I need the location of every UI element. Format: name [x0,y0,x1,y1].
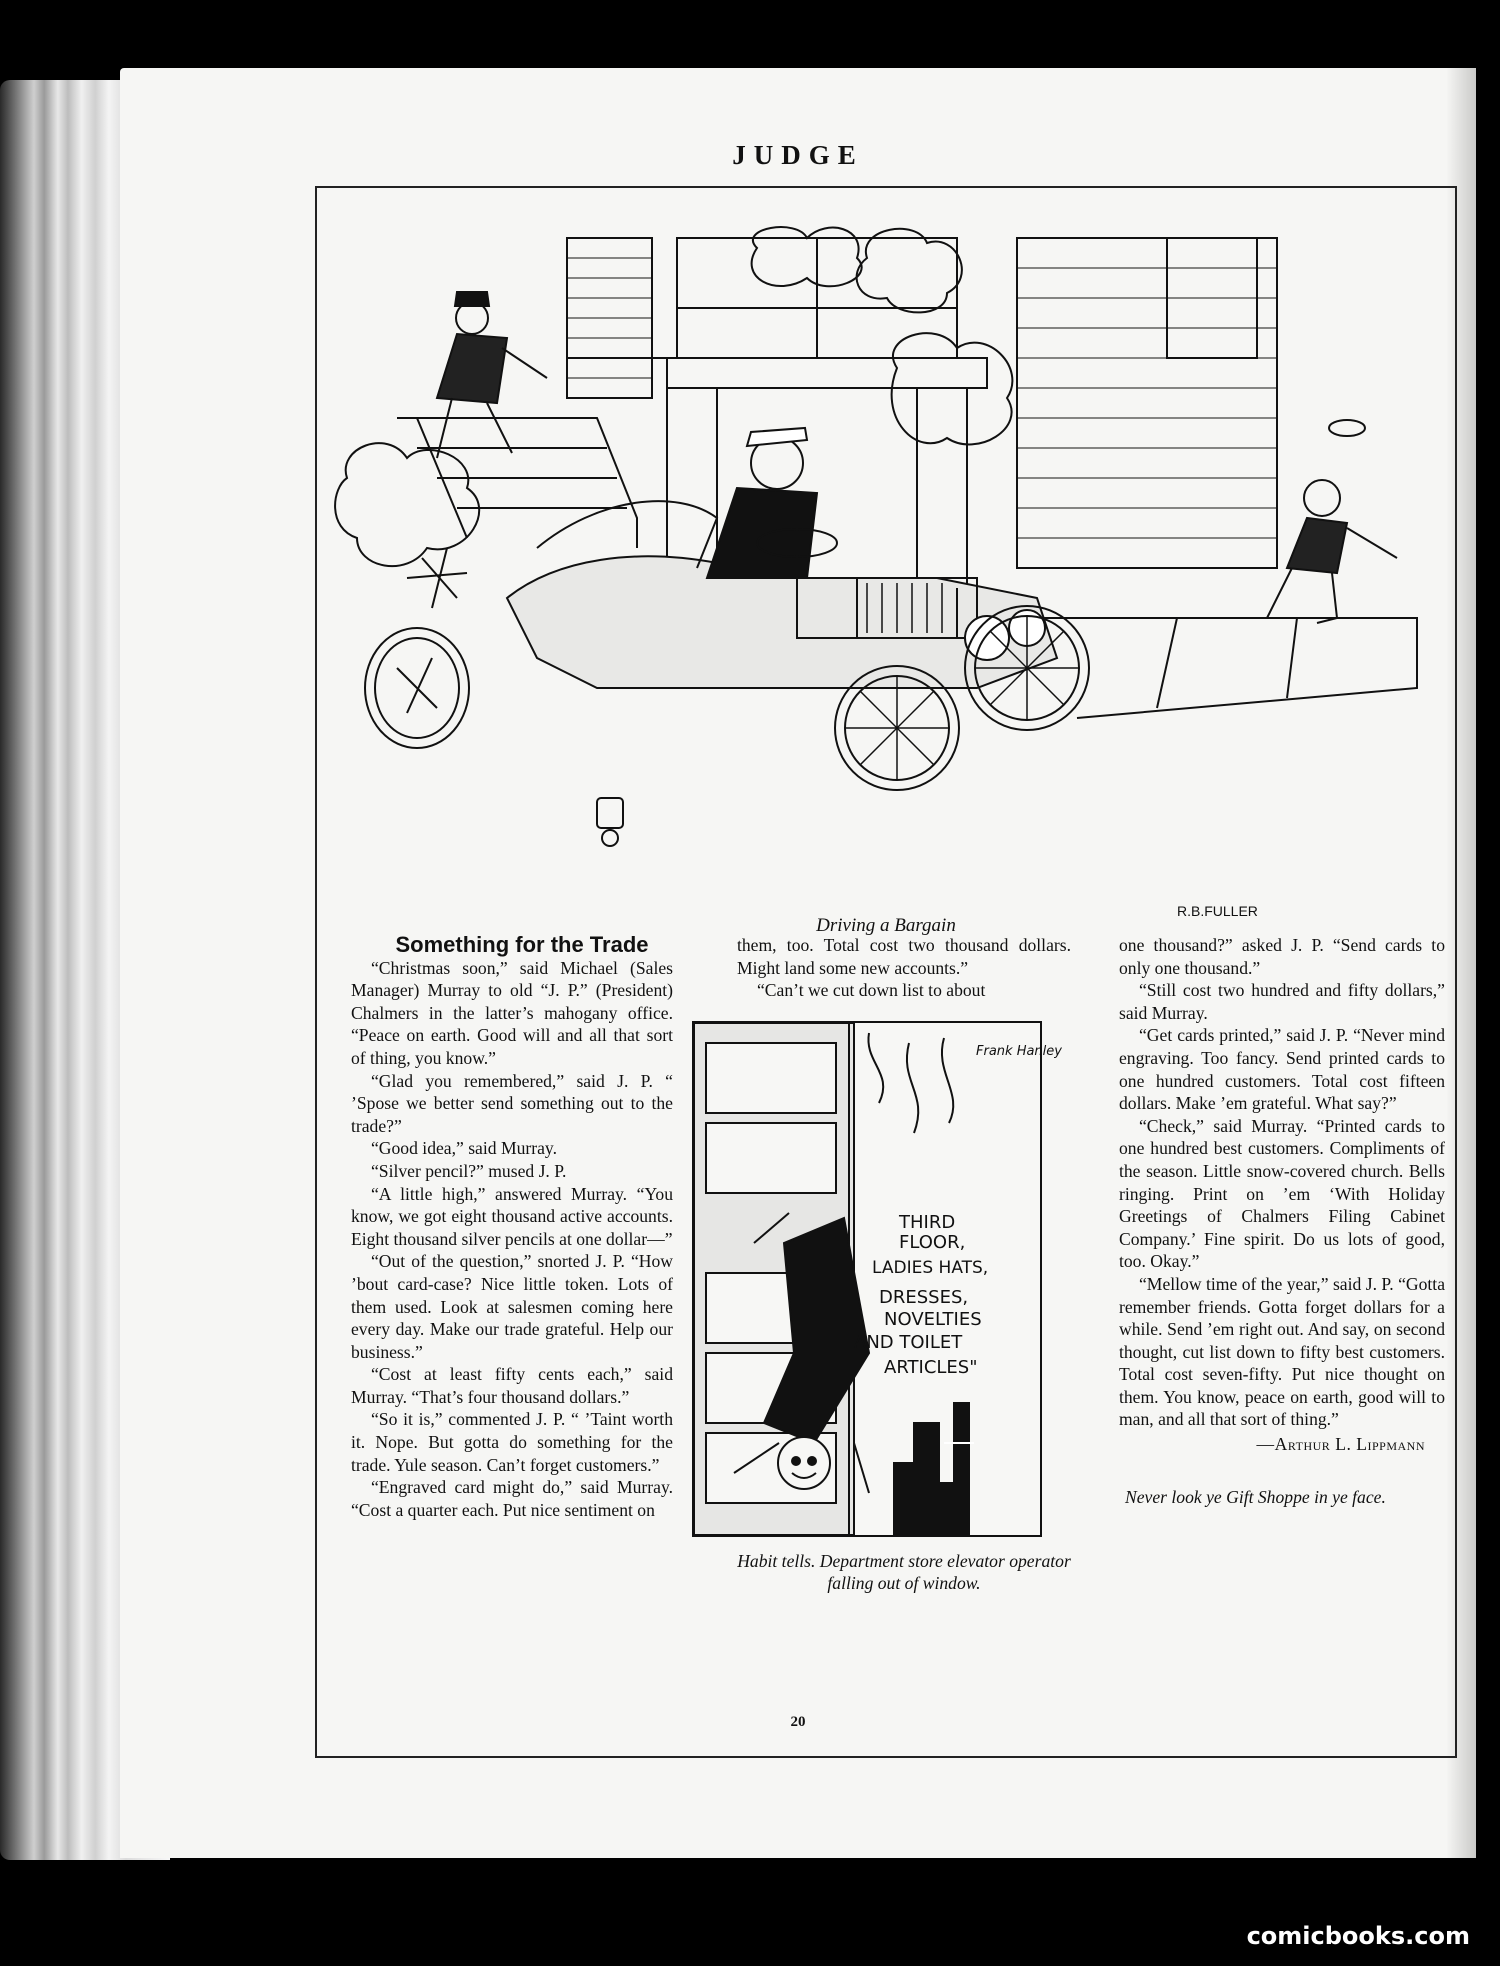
sign-line: NOVELTIES [884,1309,982,1330]
article-paragraph: one thousand?” asked J. P. “Send cards to only one thousand.” [1119,935,1445,978]
article-column-3 [1119,934,1445,1508]
article-paragraph: “Cost at least fifty cents each,” said Murray. “That’s four thousand dollars.” [351,1364,673,1407]
sign-line: DRESSES, [879,1287,969,1308]
sign-line: ARTICLES" [884,1357,978,1378]
source-watermark: comicbooks.com [1246,1922,1470,1950]
article-paragraph: “Engraved card might do,” said Murray. “Cost a quarter each. Put nice sentiment on [351,1477,673,1520]
article-paragraph: “Still cost two hundred and fifty dollars,” said Murray. [1119,980,1445,1023]
inset-cartoon [692,1021,1062,1537]
masthead: JUDGE [732,140,864,170]
article-paragraph: “Silver pencil?” mused J. P. [371,1160,567,1181]
page-frame [315,186,1457,1758]
inset-caption: Habit tells. Department store elevator operator falling out of window. [737,1551,1071,1593]
article-paragraph: “So it is,” commented J. P. “ ’Taint worth it. Nope. But gotta do something for the trade. Yule season. Can’t forget customers.” [351,1409,673,1475]
byline-author: Arthur L. Lippmann [1274,1434,1425,1455]
page-number: 20 [790,1714,806,1730]
article-title: Something for the Trade [395,932,649,957]
article-paragraph: “Get cards printed,” said J. P. “Never mind engraving. Too fancy. Send printed cards to one hundred customers. Total cost fifteen dollars. Make ’em grateful. What say?” [1119,1025,1445,1114]
sign-line: FLOOR, [899,1232,966,1253]
article-paragraph: “A little high,” answered Murray. “You know, we got eight thousand active accounts. Eight thousand silver pencils at one dollar—” [351,1183,673,1249]
cartoon-signature: R.B.FULLER [1177,903,1258,919]
article-paragraph: “Christmas soon,” said Michael (Sales Manager) Murray to old “J. P.” (President) Chalmers in the latter’s mahogany office. “Peace on earth. Good will and all that sort of thing, you know.” [351,957,673,1068]
cartoon-illustration [337,218,1437,908]
filler-quip: Never look ye Gift Shoppe in ye face. [1125,1486,1386,1507]
cartoon-caption: Driving a Bargain [816,915,956,936]
article-paragraph: them, too. Total cost two thousand dollars. Might land some new accounts.” [737,935,1071,978]
article-paragraph: “Out of the question,” snorted J. P. “How ’bout card-case? Nice little token. Lots of them used. Look at salesmen coming here every day. Make our trade grateful. Help our business.” [351,1251,673,1362]
article-column-2 [737,934,1071,1002]
article-paragraph: “Mellow time of the year,” said J. P. “Gotta remember friends. Gotta forget dollars for a while. Send ’em right out. And say, on second thought, cut list down to fifty best customers. Total cost seven-fifty. Put nice thought on them. You know, peace on earth, good will to man, and all that sort of thing.” [1119,1273,1445,1430]
magazine-page [120,68,1476,1858]
inset-artist-signature: Frank Hanley [976,1044,1062,1059]
article-column-1 [351,934,673,1521]
article-paragraph: “Glad you remembered,” said J. P. “ ’Spose we better send something out to the trade?” [351,1070,673,1136]
sign-line: LADIES HATS, [872,1258,989,1278]
sign-line: THIRD [899,1212,956,1233]
article-paragraph: “Can’t we cut down list to about [757,980,986,1001]
byline-dash: — [1256,1434,1275,1455]
article-paragraph: “Good idea,” said Murray. [371,1138,557,1159]
article-byline [1119,1433,1445,1456]
sign-line: AND TOILET [854,1332,963,1353]
article-paragraph: “Check,” said Murray. “Printed cards to one hundred best customers. Compliments of the season. Little snow-covered church. Bells ringing. Print on ’em ‘With Holiday Greetings of Chalmers Filing Cabinet Company.’ Fine spirit. Do us lots of good, too. Okay.” [1119,1115,1445,1272]
